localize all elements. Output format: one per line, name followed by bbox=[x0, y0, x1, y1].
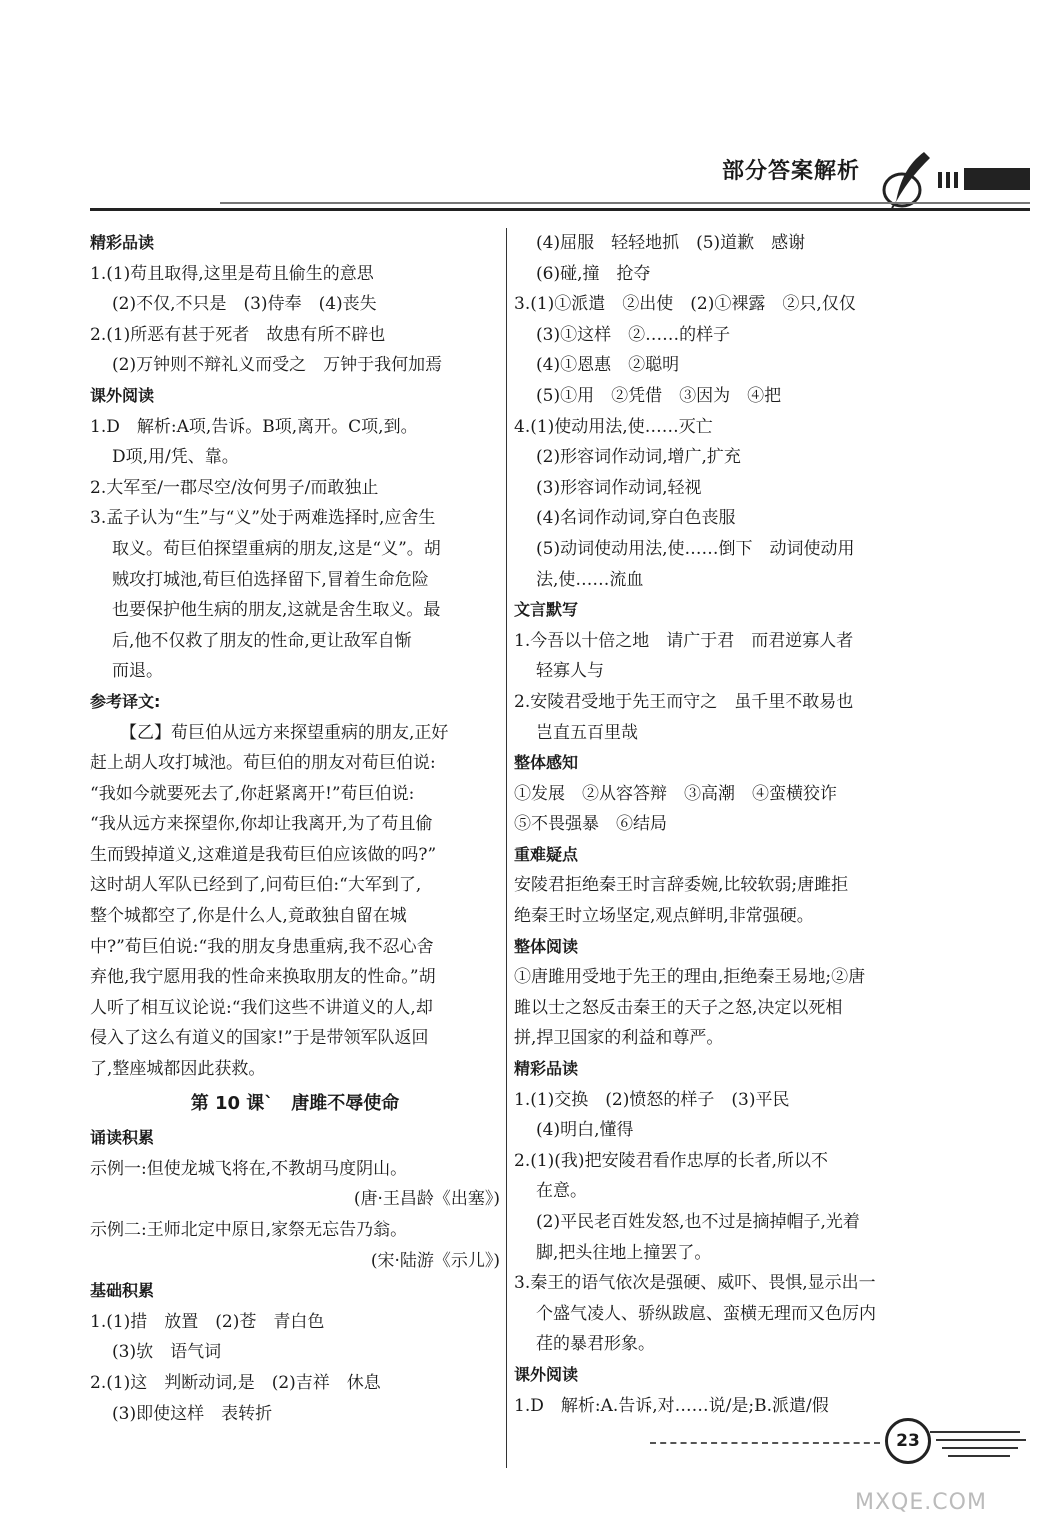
watermark: MXQE.COM bbox=[855, 1490, 987, 1515]
text-line: 2.大军至/一郡尽空/汝何男子/而敢独止 bbox=[90, 477, 379, 498]
right-column bbox=[514, 228, 930, 1421]
text-line: 岂直五百里哉 bbox=[536, 722, 638, 743]
text-line: 1.D 解析:A.告诉,对……说/是;B.派遣/假 bbox=[514, 1395, 829, 1416]
section-heading: 课外阅读 bbox=[514, 1364, 579, 1384]
header-rule bbox=[90, 208, 1030, 211]
text-line: 赶上胡人攻打城池。荀巨伯的朋友对荀巨伯说: bbox=[90, 753, 436, 774]
text-line: (4)名词作动词,穿白色丧服 bbox=[536, 508, 736, 529]
text-line: 1.今吾以十倍之地 请广于君 而君逆寡人者 bbox=[514, 630, 854, 651]
text-line: 拼,捍卫国家的利益和尊严。 bbox=[514, 1028, 724, 1049]
text-line: 侵入了这么有道义的国家!”于是带领军队返回 bbox=[90, 1028, 429, 1049]
text-line: (3)①这样 ②……的样子 bbox=[536, 324, 731, 345]
text-line: “我如今就要死去了,你赶紧离开!”荀巨伯说: bbox=[90, 783, 415, 804]
text-line: (唐·王昌龄《出塞》) bbox=[353, 1189, 500, 1210]
section-heading: 精彩品读 bbox=[90, 233, 155, 252]
text-line: 整个城都空了,你是什么人,竟敢独自留在城 bbox=[90, 906, 407, 927]
text-line: 了,整座城都因此获救。 bbox=[90, 1059, 266, 1080]
text-line: 这时胡人军队已经到了,问荀巨伯:“大军到了, bbox=[90, 875, 422, 896]
section-heading: 重难疑点 bbox=[514, 844, 579, 864]
text-line: (4)屈服 轻轻地抓 (5)道歉 感谢 bbox=[536, 233, 806, 253]
text-line: (5)动词使动用法,使……倒下 动词使动用 bbox=[536, 538, 855, 559]
section-heading: 课外阅读 bbox=[90, 385, 155, 405]
left-column bbox=[90, 228, 500, 1429]
text-line: 1.(1)交换 (2)愤怒的样子 (3)平民 bbox=[514, 1089, 790, 1110]
text-line: (6)碰,撞 抢夺 bbox=[536, 263, 651, 284]
text-line: 1.D 解析:A项,告诉。B项,离开。C项,到。 bbox=[90, 416, 418, 437]
header-bars-icon bbox=[938, 164, 1030, 192]
text-line: (宋·陆游《示儿》) bbox=[370, 1250, 500, 1271]
text-line: 而退。 bbox=[112, 661, 163, 682]
text-line: (3)形容词作动词,轻视 bbox=[536, 477, 702, 498]
text-line: 【乙】荀巨伯从远方来探望重病的朋友,正好 bbox=[120, 722, 449, 743]
header-title: 部分答案解析 bbox=[721, 159, 860, 184]
text-line: 雎以士之怒反击秦王的天子之怒,决定以死相 bbox=[514, 997, 843, 1018]
page-header bbox=[90, 150, 1030, 212]
text-line: 1.(1)措 放置 (2)苍 青白色 bbox=[90, 1311, 325, 1332]
text-line: 弃他,我宁愿用我的性命来换取朋友的性命。”胡 bbox=[90, 967, 436, 988]
text-line: 2.安陵君受地于先王而守之 虽千里不敢易也 bbox=[514, 691, 854, 712]
text-line: 3.秦王的语气依次是强硬、威吓、畏惧,显示出一 bbox=[514, 1273, 876, 1294]
text-line: (2)形容词作动词,增广,扩充 bbox=[536, 447, 741, 468]
text-line: 荏的暴君形象。 bbox=[536, 1334, 655, 1355]
text-line: 2.(1)所恶有甚于死者 故患有所不辟也 bbox=[90, 324, 386, 345]
text-line: 2.(1)(我)把安陵君看作忠厚的长者,所以不 bbox=[514, 1150, 828, 1171]
section-heading: 文言默写 bbox=[514, 600, 579, 620]
text-line: 4.(1)使动用法,使……灭亡 bbox=[514, 416, 713, 437]
text-line: D项,用/凭、靠。 bbox=[112, 447, 239, 468]
section-heading: 诵读积累 bbox=[90, 1128, 155, 1148]
text-line: 轻寡人与 bbox=[536, 661, 604, 682]
text-line: 2.(1)这 判断动词,是 (2)吉祥 休息 bbox=[90, 1372, 381, 1393]
text-line: 1.(1)苟且取得,这里是苟且偷生的意思 bbox=[90, 263, 374, 284]
text-line: (4)①恩惠 ②聪明 bbox=[536, 355, 680, 376]
section-heading: 整体感知 bbox=[514, 753, 579, 773]
text-line: 人听了相互议论说:“我们这些不讲道义的人,却 bbox=[90, 997, 433, 1018]
text-line: 在意。 bbox=[536, 1181, 587, 1202]
footer-dashed-line bbox=[650, 1442, 880, 1444]
text-line: 3.孟子认为“生”与“义”处于两难选择时,应舍生 bbox=[90, 508, 436, 529]
text-line: 后,他不仅救了朋友的性命,更让敌军自惭 bbox=[112, 630, 412, 651]
text-line: 也要保护他生病的朋友,这就是舍生取义。最 bbox=[112, 600, 441, 621]
text-line: 贼攻打城池,荀巨伯选择留下,冒着生命危险 bbox=[112, 569, 429, 590]
column-divider bbox=[506, 228, 507, 1468]
text-line: 安陵君拒绝秦王时言辞委婉,比较软弱;唐雎拒 bbox=[514, 875, 849, 896]
header-rule-thin bbox=[220, 202, 1030, 204]
text-line: ①唐雎用受地于先王的理由,拒绝秦王易地;②唐 bbox=[514, 967, 866, 988]
text-line: 脚,把头往地上撞罢了。 bbox=[536, 1242, 712, 1263]
text-line: (2)平民老百姓发怒,也不过是摘掉帽子,光着 bbox=[536, 1212, 860, 1232]
section-heading: 精彩品读 bbox=[514, 1059, 579, 1079]
text-line: 3.(1)①派遣 ②出使 (2)①裸露 ②只,仅仅 bbox=[514, 294, 856, 315]
text-line: (4)明白,懂得 bbox=[536, 1120, 634, 1141]
text-line: 示例二:王师北定中原日,家祭无忘告乃翁。 bbox=[90, 1220, 408, 1240]
text-line: (3)欤 语气词 bbox=[112, 1342, 222, 1363]
section-heading: 基础积累 bbox=[90, 1281, 155, 1301]
text-line: 示例一:但使龙城飞将在,不教胡马度阴山。 bbox=[90, 1158, 408, 1179]
text-line: (5)①用 ②凭借 ③因为 ④把 bbox=[536, 385, 782, 406]
text-line: 生而毁掉道义,这难道是我荀巨伯应该做的吗?” bbox=[90, 844, 437, 865]
section-heading: 参考译文: bbox=[90, 691, 161, 711]
text-line: ⑤不畏强暴 ⑥结局 bbox=[514, 814, 667, 835]
text-line: (2)不仅,不只是 (3)侍奉 (4)丧失 bbox=[112, 294, 377, 315]
text-line: (3)即使这样 表转折 bbox=[112, 1403, 273, 1424]
quill-pen-icon bbox=[878, 150, 938, 210]
text-line: 个盛气凌人、骄纵跋扈、蛮横无理而又色厉内 bbox=[536, 1303, 876, 1324]
text-line: (2)万钟则不辩礼义而受之 万钟于我何加焉 bbox=[112, 355, 443, 376]
text-line: 法,使……流血 bbox=[536, 569, 644, 590]
page-number: 23 bbox=[885, 1418, 931, 1464]
page-footer bbox=[650, 1418, 1040, 1518]
text-line: 取义。荀巨伯探望重病的朋友,这是“义”。胡 bbox=[112, 538, 441, 559]
text-line: ①发展 ②从容答辩 ③高潮 ④蛮横狡诈 bbox=[514, 783, 837, 804]
lesson-title: 第 10 课` 唐雎不辱使命 bbox=[190, 1092, 400, 1114]
text-line: 绝秦王时立场坚定,观点鲜明,非常强硬。 bbox=[514, 906, 814, 927]
speed-lines-icon bbox=[930, 1424, 1030, 1458]
text-line: 中?”荀巨伯说:“我的朋友身患重病,我不忍心舍 bbox=[90, 936, 434, 957]
text-line: “我从远方来探望你,你却让我离开,为了苟且偷 bbox=[90, 814, 433, 835]
section-heading: 整体阅读 bbox=[514, 936, 579, 956]
